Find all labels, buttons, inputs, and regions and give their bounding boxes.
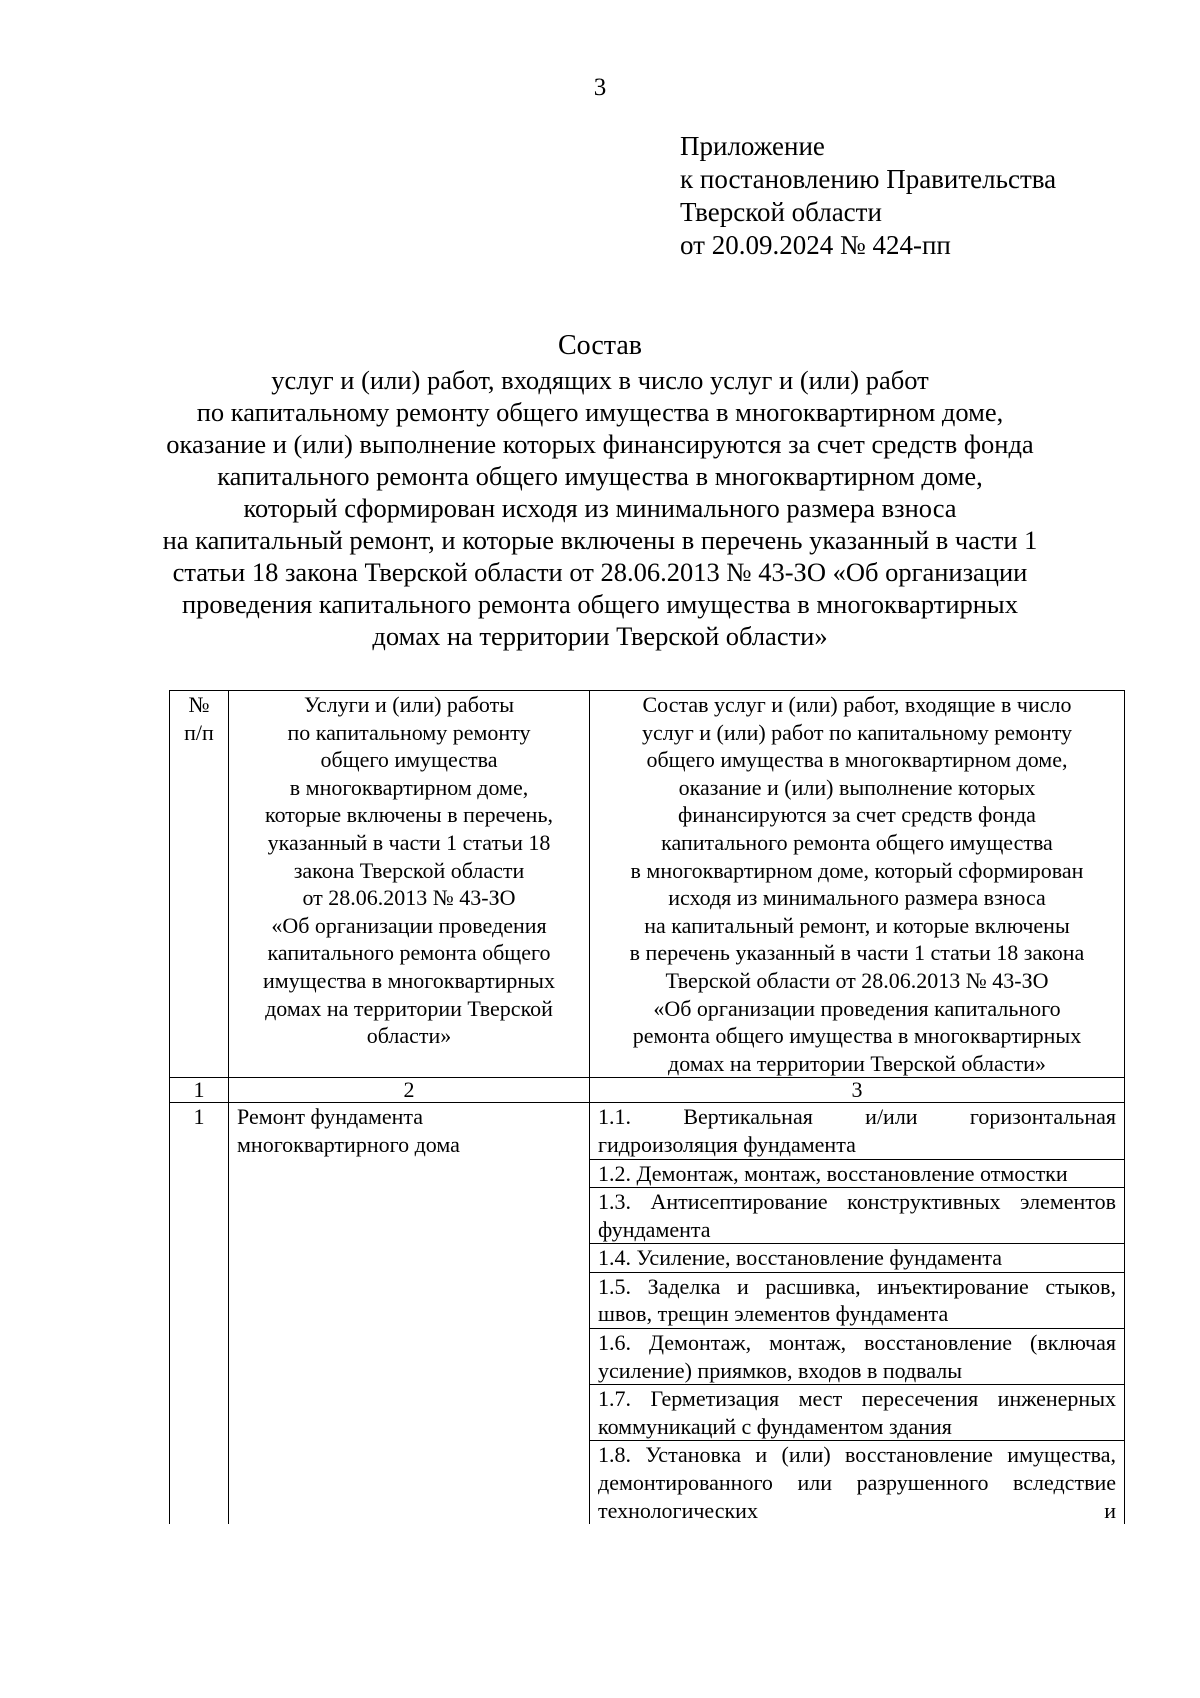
column-number: 3 [590, 1078, 1125, 1103]
table-header-row [170, 691, 1125, 1078]
title-text: услуг и (или) работ, входящих в число услуг и (или) работ по капитальному ремонту общего имущества в многоквартирном доме, оказание и (или) выполнение которых финансируются за счет средств фонда капитального ремонта общего имущества в многоквартирном доме, который сформирован исходя из минимального размера взноса на капитальный ремонт, и которые включены в перечень указанный в части 1 статьи 18 закона Тверской области от 28.06.2013 № 43-ЗО «Об организации проведения капитального ремонта общего имущества в многоквартирных домах на территории Тверской области» [162, 365, 1038, 651]
list-item: 1.7. Герметизация мест пересечения инженерных коммуникаций с фундаментом здания [590, 1385, 1125, 1441]
appendix-line: от 20.09.2024 № 424-пп [680, 230, 951, 260]
header-number: № п/п [170, 691, 229, 1078]
document-title [150, 328, 1050, 652]
title-heading: Состав [557, 330, 643, 361]
list-item: 1.3. Антисептирование конструктивных элементов фундамента [590, 1188, 1125, 1244]
table-row [170, 1103, 1125, 1159]
column-number: 2 [229, 1078, 590, 1103]
appendix-line: Приложение [680, 131, 825, 161]
row-service: Ремонт фундамента многоквартирного дома [229, 1103, 590, 1524]
appendix-block [680, 130, 1056, 262]
column-number: 1 [170, 1078, 229, 1103]
page-number: 3 [593, 74, 607, 101]
list-item: 1.4. Усиление, восстановление фундамента [590, 1244, 1125, 1273]
column-number-row [170, 1078, 1125, 1103]
appendix-line: Тверской области [680, 197, 882, 227]
list-item: 1.5. Заделка и расшивка, инъектирование стыков, швов, трещин элементов фундамента [590, 1272, 1125, 1328]
appendix-line: к постановлению Правительства [680, 164, 1057, 194]
header-composition: Состав услуг и (или) работ, входящие в число услуг и (или) работ по капитальному ремонту общего имущества в многоквартирном доме, оказание и (или) выполнение которых финансируются за счет средств фонда капитального ремонта общего имущества в многоквартирном доме, который сформирован исходя из минимального размера взноса на капитальный ремонт, и которые включены в перечень указанный в части 1 статьи 18 закона Тверской области от 28.06.2013 № 43-ЗО «Об организации проведения капитального ремонта общего имущества в многоквартирных домах на территории Тверской области» [590, 691, 1125, 1078]
list-item: 1.2. Демонтаж, монтаж, восстановление отмостки [590, 1159, 1125, 1188]
list-item: 1.1. Вертикальная и/или горизонтальная гидроизоляция фундамента [590, 1103, 1125, 1159]
list-item: 1.8. Установка и (или) восстановление имущества, демонтированного или разрушенного вследствие технологических и [590, 1441, 1125, 1524]
row-number: 1 [170, 1103, 229, 1524]
services-table [169, 690, 1125, 1524]
header-services: Услуги и (или) работы по капитальному ремонту общего имущества в многоквартирном доме, которые включены в перечень, указанный в части 1 статьи 18 закона Тверской области от 28.06.2013 № 43-ЗО «Об организации проведения капитального ремонта общего имущества в многоквартирных домах на территории Тверской области» [229, 691, 590, 1078]
list-item: 1.6. Демонтаж, монтаж, восстановление (включая усиление) приямков, входов в подвалы [590, 1329, 1125, 1385]
